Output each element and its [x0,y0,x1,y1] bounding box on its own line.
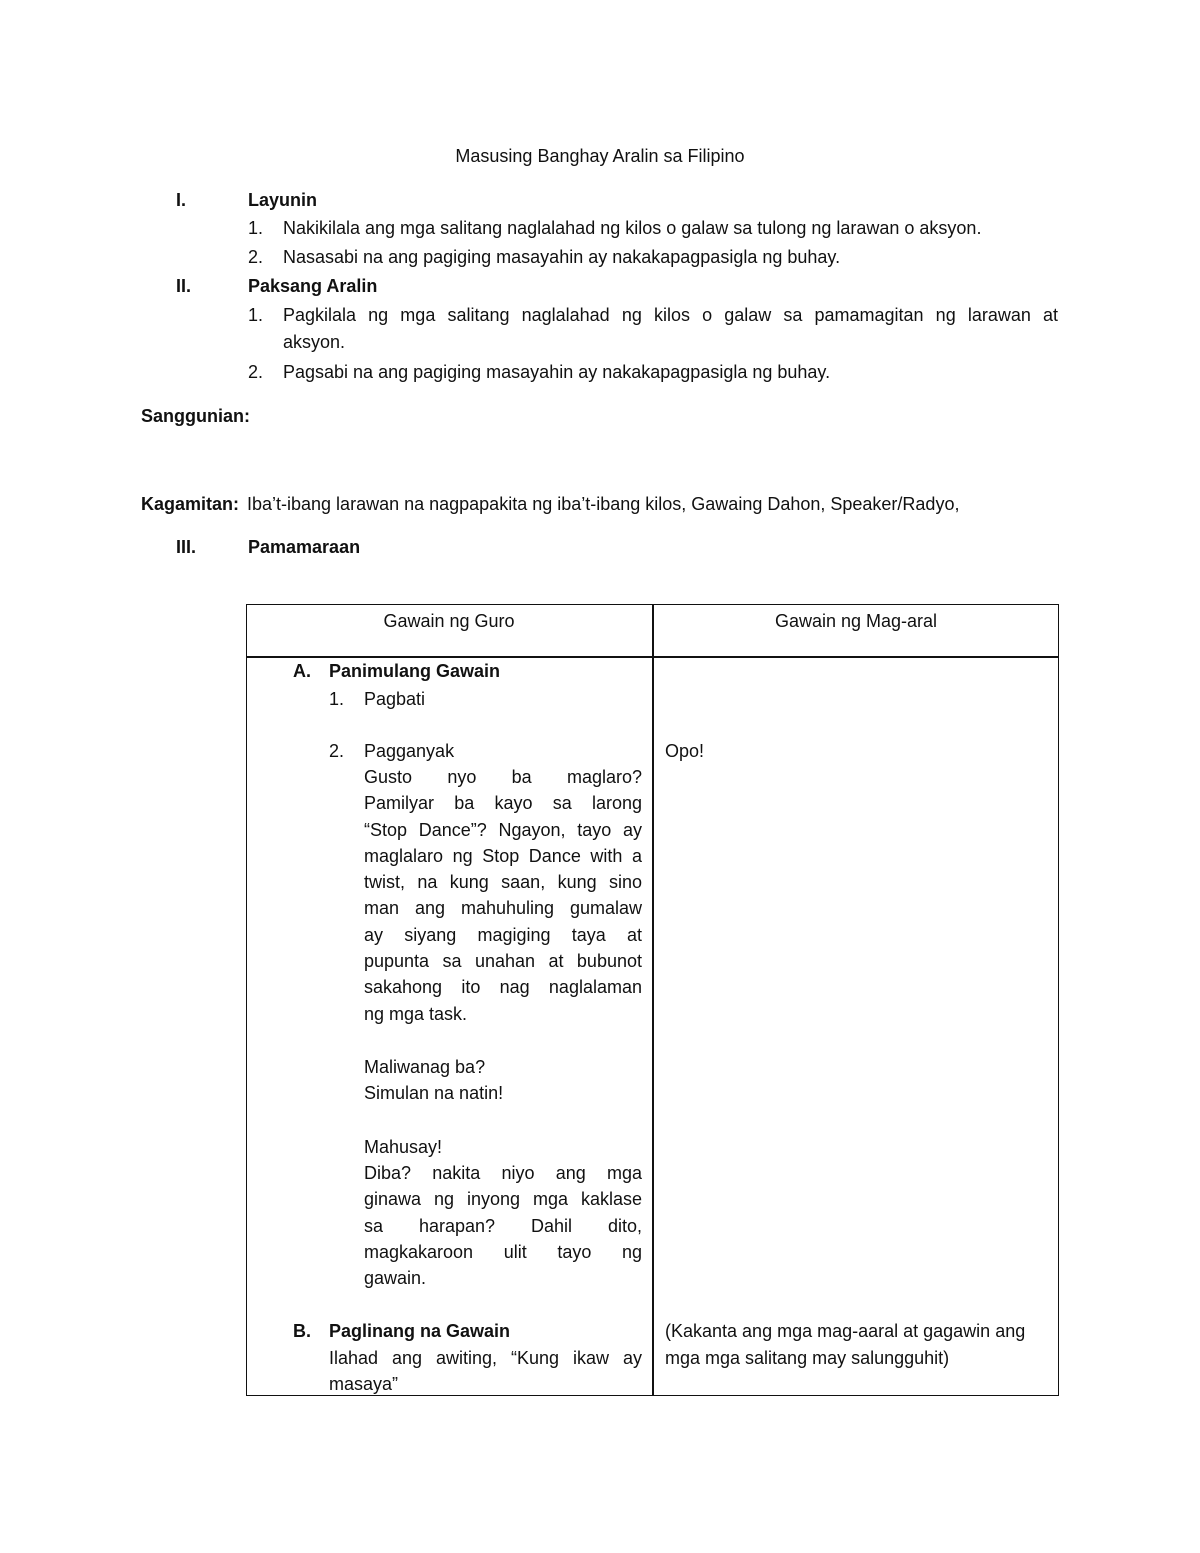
section-3-heading: Pamamaraan [248,537,361,557]
part-b-line: masaya” [329,1374,399,1395]
part-a-item-number: 2. [329,741,345,761]
pagganyak-line: ng mga task. [364,1003,468,1024]
section-2-heading: Paksang Aralin [248,276,378,296]
pagganyak-paragraph [364,764,642,1027]
part-b-line: Ilahad ang awiting, “Kung ikaw ay [329,1348,642,1368]
pagganyak-line: Gusto nyo ba maglaro? [364,767,642,787]
page-title: Masusing Banghay Aralin sa Filipino [455,146,745,166]
kagamitan-text: Iba’t-ibang larawan na nagpapakita ng iba’t-ibang kilos, Gawaing Dahon, Speaker/Radyo, [247,494,960,514]
pagganyak-line: sakahong ito nag naglalaman [364,977,642,998]
diba-line: ginawa ng inyong mga kaklase [364,1189,642,1210]
section-2-item-1: Pagkilala ng mga salitang naglalahad ng kilos o galaw sa pamamagitan ng larawan at [283,305,1058,325]
diba-paragraph [364,1160,642,1291]
mahusay-line: Mahusay! [364,1137,443,1157]
part-a-item-pagbati: Pagbati [364,689,426,709]
simulan-line: Simulan na natin! [364,1083,504,1103]
pagganyak-line: ay siyang magiging taya at [364,924,642,945]
pagganyak-line: maglalaro ng Stop Dance with a [364,845,642,866]
maliwanag-line: Maliwanag ba? [364,1057,486,1077]
section-1-item-2: Nasasabi na ang pagiging masayahin ay nakakapagpasigla ng buhay. [283,247,841,267]
part-b-paragraph [329,1345,642,1398]
sanggunian-label: Sanggunian: [141,406,250,426]
table-column-divider [652,604,654,1396]
part-a-item-number: 1. [329,689,345,709]
pagganyak-line: Pamilyar ba kayo sa larong [364,793,642,814]
pagganyak-line: man ang mahuhuling gumalaw [364,898,642,919]
part-a-item-pagganyak: Pagganyak [364,741,455,761]
column-header-student: Gawain ng Mag-aral [774,611,938,631]
student-response-b-line: (Kakanta ang mga mag-aaral at gagawin ang [665,1321,1026,1341]
section-2-item-2: Pagsabi na ang pagiging masayahin ay nakakapagpasigla ng buhay. [283,362,831,382]
diba-line: gawain. [364,1268,427,1289]
section-1-item-1: Nakikilala ang mga salitang naglalahad ng kilos o galaw sa tulong ng larawan o aksyon. [283,218,982,238]
section-2-item-number: 2. [248,362,264,382]
part-b-letter: B. [293,1321,311,1341]
student-response-b-line: mga mga salitang may salungguhit) [665,1348,950,1368]
column-header-teacher: Gawain ng Guro [383,611,515,631]
section-1-heading: Layunin [248,190,318,210]
section-2-item-1-continued: aksyon. [283,332,346,352]
part-a-heading: Panimulang Gawain [329,661,501,681]
pagganyak-line: “Stop Dance”? Ngayon, tayo ay [364,819,642,840]
part-a-letter: A. [293,661,311,681]
kagamitan-label: Kagamitan: [141,494,240,514]
diba-line: sa harapan? Dahil dito, [364,1215,642,1236]
diba-line: magkakaroon ulit tayo ng [364,1241,642,1262]
student-response-opo: Opo! [665,741,705,761]
pagganyak-line: pupunta sa unahan at bubunot [364,951,642,972]
section-1-item-number: 2. [248,247,264,267]
section-1-item-number: 1. [248,218,264,238]
pagganyak-line: twist, na kung saan, kung sino [364,872,642,893]
diba-line: Diba? nakita niyo ang mga [364,1163,642,1183]
section-2-item-number: 1. [248,305,264,325]
section-2-numeral: II. [176,276,192,296]
section-3-numeral: III. [176,537,197,557]
part-b-heading: Paglinang na Gawain [329,1321,511,1341]
section-1-numeral: I. [176,190,187,210]
